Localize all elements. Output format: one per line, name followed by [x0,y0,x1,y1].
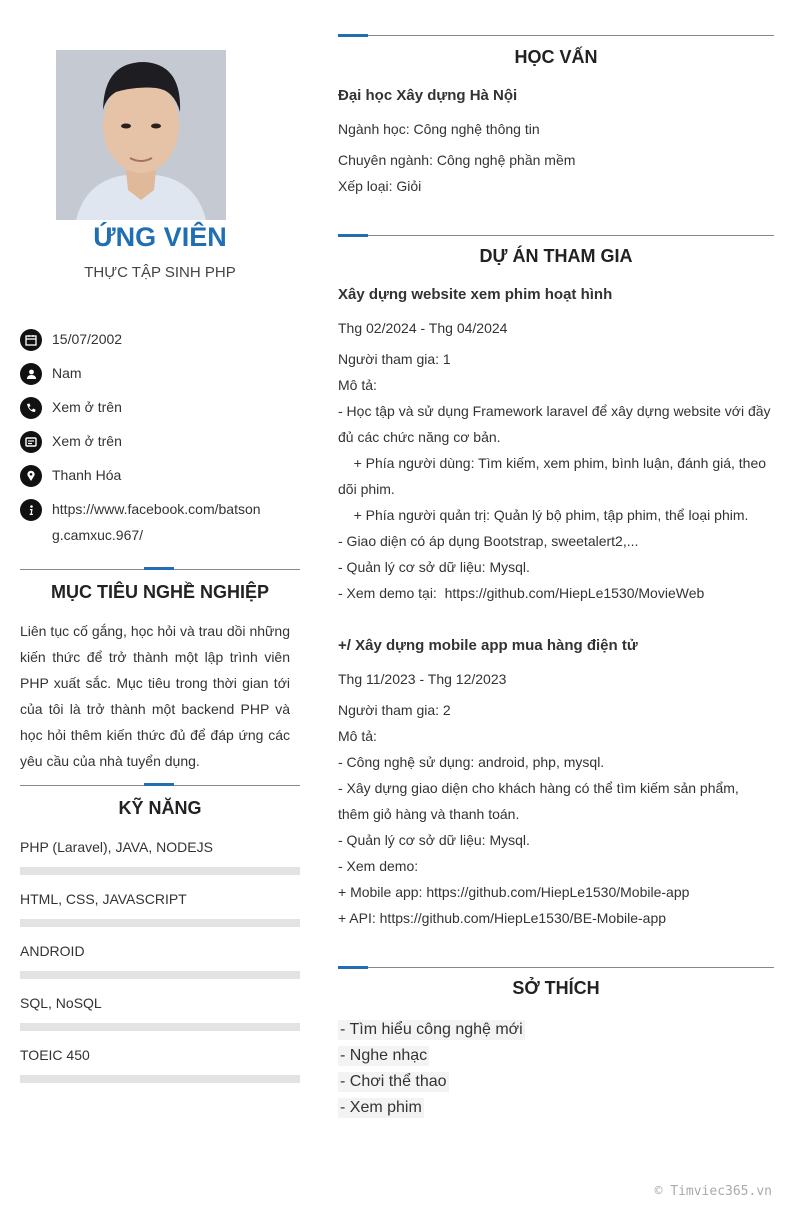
objective-text: Liên tục cố gắng, học hỏi và trau dồi những kiến thức để trở thành một lập trình viên PHP xuất sắc. Mục tiêu trong thời gian tới của tôi là trở thành một backend PHP và học hỏi thêm kiến thức đủ để đáp ứng các yêu cầu của nhà tuyển dụng. [20,623,290,769]
section-divider [338,35,774,36]
contact-text: Thanh Hóa [52,467,122,483]
project-name: +/ Xây dựng mobile app mua hàng điện tử [338,637,638,654]
hobbies-title: SỞ THÍCH [512,978,600,998]
contact-birthdate [20,330,300,352]
section-divider-accent [144,567,174,570]
description-line: - Học tập và sử dụng Framework laravel để xây dựng website với đầy đủ các chức năng cơ bản. [338,403,771,445]
skill-item [20,1047,300,1083]
description-line: Mô tả: [338,377,377,393]
education-grade: Xếp loại: Giỏi [338,178,422,194]
section-divider-accent [338,234,368,237]
contact-social [20,500,300,548]
skill-item [20,839,300,875]
description-line: - Xem demo: [338,858,419,874]
info-icon [20,499,42,521]
location-icon [20,465,42,487]
user-icon [20,363,42,385]
watermark-footer: © Timviec365.vn [654,1184,772,1199]
education-specialty: Chuyên ngành: Công nghệ phần mềm [338,152,576,168]
description-line: - Giao diện có áp dụng Bootstrap, sweetalert2,... [338,533,639,549]
skill-name: PHP (Laravel), JAVA, NODEJS [20,839,213,855]
skills-title: KỸ NĂNG [118,798,202,818]
contact-location [20,466,300,488]
section-divider-accent [338,966,368,969]
skill-bar [20,1075,300,1083]
skill-name: ANDROID [20,943,85,959]
avatar [56,50,226,220]
description-line: - Quản lý cơ sở dữ liệu: Mysql. [338,832,530,848]
education-title: HỌC VẤN [514,47,598,67]
skill-bar [20,867,300,875]
section-divider-accent [144,783,174,786]
description-line: - Xem demo tại: https://github.com/HiepLe1530/MovieWeb [338,585,705,601]
section-divider [338,967,774,968]
description-line: - Công nghệ sử dụng: android, php, mysql. [338,754,605,770]
skill-bar [20,971,300,979]
skill-bar [20,919,300,927]
description-line: Mô tả: [338,728,377,744]
project-members: Người tham gia: 1 [338,351,451,367]
hobby-item: - Chơi thể thao [340,1073,447,1090]
description-line: - Xây dựng giao diện cho khách hàng có thể tìm kiếm sản phẩm, thêm giỏ hàng và thanh toán. [338,780,739,822]
skill-name: TOEIC 450 [20,1047,90,1063]
section-divider [338,235,774,236]
section-divider-accent [338,34,368,37]
contact-gender [20,364,300,386]
project-name: Xây dựng website xem phim hoạt hình [338,286,613,303]
phone-icon [20,397,42,419]
description-line: - Quản lý cơ sở dữ liệu: Mysql. [338,559,530,575]
description-line: + Phía người dùng: Tìm kiếm, xem phim, bình luận, đánh giá, theo dõi phim. [338,455,770,497]
contact-text: Xem ở trên [52,399,122,415]
project-description [338,372,774,606]
project-period: Thg 11/2023 - Thg 12/2023 [338,671,507,687]
contact-text: 15/07/2002 [52,331,123,347]
education-school: Đại học Xây dựng Hà Nội [338,87,518,104]
description-line: + Phía người quản trị: Quản lý bộ phim, tập phim, thể loại phim. [338,507,749,523]
contact-text: Nam [52,365,82,381]
projects-title: DỰ ÁN THAM GIA [479,246,633,266]
education-major: Ngành học: Công nghệ thông tin [338,121,540,137]
hobby-item: - Xem phim [340,1099,422,1116]
contact-link[interactable]: https://www.facebook.com/batsong.camxuc.967/ [52,501,261,543]
skill-item [20,995,300,1031]
candidate-name: ỨNG VIÊN [93,222,227,252]
contact-text: Xem ở trên [52,433,122,449]
calendar-icon [20,329,42,351]
objective-title: MỤC TIÊU NGHỀ NGHIỆP [50,582,269,602]
skill-item [20,891,300,927]
project-period: Thg 02/2024 - Thg 04/2024 [338,320,508,336]
project-description [338,723,774,931]
email-icon [20,431,42,453]
hobby-item: - Tìm hiểu công nghệ mới [340,1021,523,1038]
hobbies-list [338,1016,774,1120]
candidate-position: THỰC TẬP SINH PHP [84,264,236,281]
contact-phone [20,398,300,420]
project-members: Người tham gia: 2 [338,702,451,718]
skill-bar [20,1023,300,1031]
skill-item [20,943,300,979]
contact-email [20,432,300,454]
description-line: + API: https://github.com/HiepLe1530/BE-Mobile-app [338,910,667,926]
skill-name: SQL, NoSQL [20,995,102,1011]
hobby-item: - Nghe nhạc [340,1047,428,1064]
description-line: + Mobile app: https://github.com/HiepLe1530/Mobile-app [338,884,690,900]
skill-name: HTML, CSS, JAVASCRIPT [20,891,187,907]
